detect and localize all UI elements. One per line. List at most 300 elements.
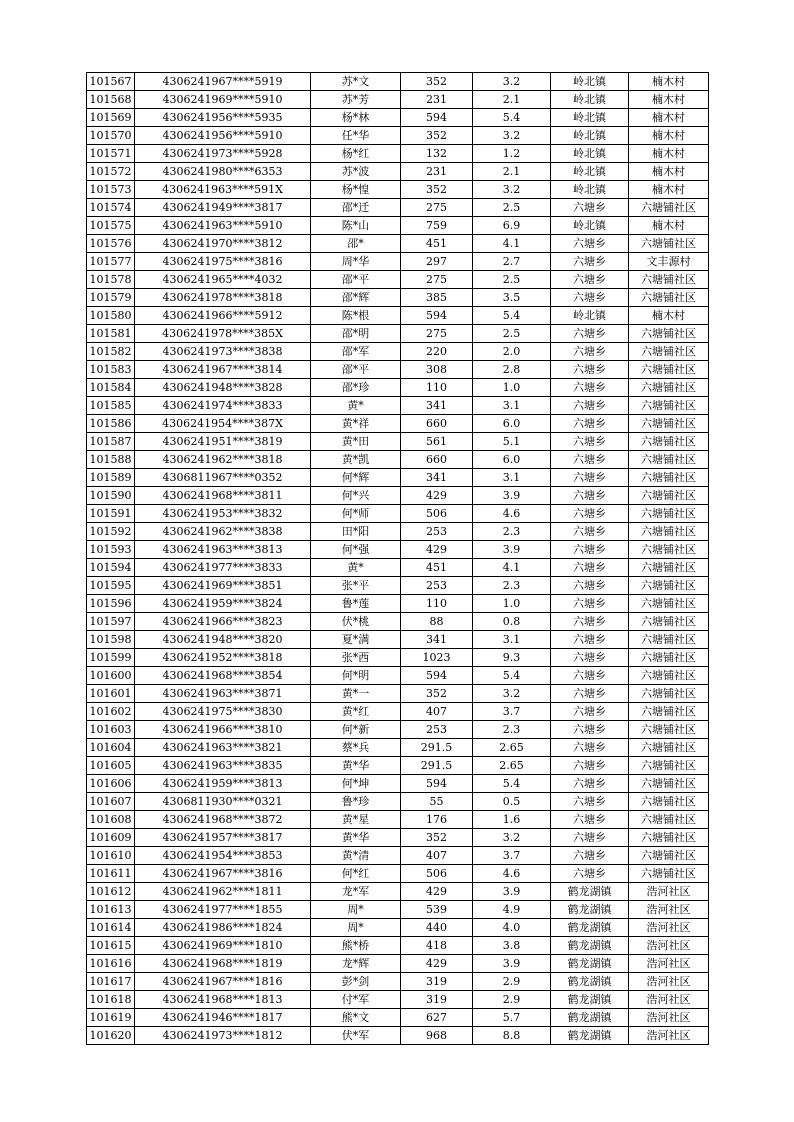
cell-serial: 101576 [87, 235, 135, 253]
cell-town: 六塘乡 [551, 577, 629, 595]
cell-rate: 0.8 [473, 613, 551, 631]
cell-town: 六塘乡 [551, 415, 629, 433]
cell-rate: 2.3 [473, 523, 551, 541]
table-row [87, 685, 709, 703]
cell-id-number: 4306241965****4032 [135, 271, 311, 289]
table-row [87, 271, 709, 289]
cell-village: 六塘铺社区 [629, 343, 709, 361]
cell-serial: 101606 [87, 775, 135, 793]
cell-serial: 101595 [87, 577, 135, 595]
table-row [87, 883, 709, 901]
cell-amount: 429 [401, 487, 473, 505]
cell-amount: 594 [401, 775, 473, 793]
cell-id-number: 4306241974****3833 [135, 397, 311, 415]
cell-serial: 101581 [87, 325, 135, 343]
cell-amount: 660 [401, 415, 473, 433]
table-row [87, 649, 709, 667]
cell-name: 黄*凯 [311, 451, 401, 469]
cell-village: 浩河社区 [629, 955, 709, 973]
cell-serial: 101592 [87, 523, 135, 541]
cell-id-number: 4306241966****5912 [135, 307, 311, 325]
cell-id-number: 4306241968****3872 [135, 811, 311, 829]
table-row [87, 253, 709, 271]
cell-village: 六塘铺社区 [629, 541, 709, 559]
cell-rate: 4.9 [473, 901, 551, 919]
cell-id-number: 4306241977****1855 [135, 901, 311, 919]
cell-serial: 101574 [87, 199, 135, 217]
cell-town: 六塘乡 [551, 829, 629, 847]
table-row [87, 307, 709, 325]
cell-id-number: 4306241968****3811 [135, 487, 311, 505]
cell-village: 楠木村 [629, 91, 709, 109]
cell-village: 六塘铺社区 [629, 271, 709, 289]
cell-serial: 101604 [87, 739, 135, 757]
cell-amount: 429 [401, 883, 473, 901]
cell-name: 鲁*珍 [311, 793, 401, 811]
cell-town: 岭北镇 [551, 307, 629, 325]
cell-village: 楠木村 [629, 73, 709, 91]
cell-name: 黄*田 [311, 433, 401, 451]
cell-name: 蔡*兵 [311, 739, 401, 757]
cell-amount: 132 [401, 145, 473, 163]
cell-town: 六塘乡 [551, 433, 629, 451]
table-row [87, 667, 709, 685]
cell-name: 邵*平 [311, 271, 401, 289]
cell-name: 付*军 [311, 991, 401, 1009]
cell-name: 何*明 [311, 667, 401, 685]
cell-serial: 101578 [87, 271, 135, 289]
cell-id-number: 4306241959****3813 [135, 775, 311, 793]
cell-village: 六塘铺社区 [629, 703, 709, 721]
table-row [87, 541, 709, 559]
cell-rate: 3.2 [473, 127, 551, 145]
cell-rate: 2.5 [473, 325, 551, 343]
cell-id-number: 4306241956****5910 [135, 127, 311, 145]
cell-id-number: 4306241975****3816 [135, 253, 311, 271]
cell-amount: 231 [401, 163, 473, 181]
table-row [87, 811, 709, 829]
cell-town: 六塘乡 [551, 505, 629, 523]
cell-serial: 101584 [87, 379, 135, 397]
cell-rate: 2.5 [473, 199, 551, 217]
cell-amount: 627 [401, 1009, 473, 1027]
table-row [87, 595, 709, 613]
table-row [87, 451, 709, 469]
cell-village: 浩河社区 [629, 937, 709, 955]
cell-amount: 341 [401, 631, 473, 649]
cell-amount: 451 [401, 235, 473, 253]
table-row [87, 919, 709, 937]
cell-id-number: 4306811967****0352 [135, 469, 311, 487]
cell-amount: 385 [401, 289, 473, 307]
cell-rate: 4.6 [473, 865, 551, 883]
cell-id-number: 4306241969****5910 [135, 91, 311, 109]
cell-village: 六塘铺社区 [629, 433, 709, 451]
cell-name: 伏*桃 [311, 613, 401, 631]
cell-serial: 101575 [87, 217, 135, 235]
table-row [87, 901, 709, 919]
cell-id-number: 4306241956****5935 [135, 109, 311, 127]
table-row [87, 163, 709, 181]
cell-name: 黄*华 [311, 829, 401, 847]
cell-serial: 101612 [87, 883, 135, 901]
cell-rate: 5.1 [473, 433, 551, 451]
table-row [87, 991, 709, 1009]
cell-rate: 3.2 [473, 829, 551, 847]
cell-serial: 101586 [87, 415, 135, 433]
cell-village: 浩河社区 [629, 973, 709, 991]
cell-serial: 101582 [87, 343, 135, 361]
cell-amount: 594 [401, 307, 473, 325]
cell-village: 浩河社区 [629, 919, 709, 937]
cell-amount: 275 [401, 325, 473, 343]
cell-village: 六塘铺社区 [629, 613, 709, 631]
cell-town: 岭北镇 [551, 181, 629, 199]
cell-town: 六塘乡 [551, 541, 629, 559]
cell-id-number: 4306241951****3819 [135, 433, 311, 451]
cell-town: 岭北镇 [551, 217, 629, 235]
cell-village: 六塘铺社区 [629, 451, 709, 469]
cell-rate: 8.8 [473, 1027, 551, 1045]
cell-serial: 101591 [87, 505, 135, 523]
cell-town: 鹤龙湖镇 [551, 991, 629, 1009]
cell-amount: 407 [401, 847, 473, 865]
cell-serial: 101620 [87, 1027, 135, 1045]
cell-village: 六塘铺社区 [629, 325, 709, 343]
cell-amount: 291.5 [401, 757, 473, 775]
cell-rate: 3.8 [473, 937, 551, 955]
cell-serial: 101613 [87, 901, 135, 919]
cell-amount: 352 [401, 685, 473, 703]
cell-amount: 968 [401, 1027, 473, 1045]
cell-town: 岭北镇 [551, 109, 629, 127]
cell-town: 六塘乡 [551, 271, 629, 289]
cell-id-number: 4306241969****3851 [135, 577, 311, 595]
cell-name: 黄* [311, 397, 401, 415]
cell-town: 六塘乡 [551, 703, 629, 721]
cell-name: 邵*军 [311, 343, 401, 361]
cell-id-number: 4306241962****1811 [135, 883, 311, 901]
cell-rate: 5.4 [473, 307, 551, 325]
cell-serial: 101603 [87, 721, 135, 739]
cell-serial: 101572 [87, 163, 135, 181]
cell-village: 六塘铺社区 [629, 235, 709, 253]
cell-village: 六塘铺社区 [629, 721, 709, 739]
cell-rate: 1.6 [473, 811, 551, 829]
cell-serial: 101607 [87, 793, 135, 811]
cell-serial: 101579 [87, 289, 135, 307]
cell-serial: 101568 [87, 91, 135, 109]
cell-name: 邵* [311, 235, 401, 253]
cell-rate: 3.9 [473, 487, 551, 505]
cell-rate: 2.0 [473, 343, 551, 361]
cell-name: 苏*芳 [311, 91, 401, 109]
cell-amount: 110 [401, 595, 473, 613]
cell-village: 浩河社区 [629, 883, 709, 901]
cell-name: 张*西 [311, 649, 401, 667]
table-row [87, 379, 709, 397]
table-row [87, 793, 709, 811]
cell-village: 楠木村 [629, 181, 709, 199]
cell-village: 文丰源村 [629, 253, 709, 271]
cell-town: 六塘乡 [551, 253, 629, 271]
cell-town: 六塘乡 [551, 757, 629, 775]
table-row [87, 325, 709, 343]
records-table-body [87, 73, 709, 1045]
cell-amount: 341 [401, 397, 473, 415]
cell-name: 龙*军 [311, 883, 401, 901]
table-row [87, 559, 709, 577]
table-row [87, 505, 709, 523]
cell-amount: 429 [401, 955, 473, 973]
cell-town: 六塘乡 [551, 847, 629, 865]
cell-village: 六塘铺社区 [629, 757, 709, 775]
cell-town: 鹤龙湖镇 [551, 973, 629, 991]
cell-name: 彭*剑 [311, 973, 401, 991]
cell-serial: 101601 [87, 685, 135, 703]
cell-id-number: 4306241959****3824 [135, 595, 311, 613]
cell-name: 何*新 [311, 721, 401, 739]
records-table [86, 72, 709, 1045]
cell-name: 周* [311, 901, 401, 919]
cell-town: 岭北镇 [551, 127, 629, 145]
cell-serial: 101587 [87, 433, 135, 451]
cell-serial: 101596 [87, 595, 135, 613]
cell-rate: 9.3 [473, 649, 551, 667]
cell-amount: 1023 [401, 649, 473, 667]
cell-town: 六塘乡 [551, 667, 629, 685]
cell-rate: 3.1 [473, 469, 551, 487]
cell-name: 邵*迁 [311, 199, 401, 217]
table-row [87, 739, 709, 757]
cell-serial: 101594 [87, 559, 135, 577]
cell-serial: 101614 [87, 919, 135, 937]
cell-village: 六塘铺社区 [629, 523, 709, 541]
cell-id-number: 4306241948****3820 [135, 631, 311, 649]
cell-name: 黄*祥 [311, 415, 401, 433]
cell-town: 岭北镇 [551, 145, 629, 163]
cell-amount: 275 [401, 271, 473, 289]
cell-serial: 101577 [87, 253, 135, 271]
cell-village: 楠木村 [629, 163, 709, 181]
cell-serial: 101588 [87, 451, 135, 469]
table-row [87, 343, 709, 361]
cell-name: 黄* [311, 559, 401, 577]
cell-id-number: 4306241952****3818 [135, 649, 311, 667]
cell-town: 鹤龙湖镇 [551, 955, 629, 973]
cell-id-number: 4306241946****1817 [135, 1009, 311, 1027]
cell-village: 六塘铺社区 [629, 559, 709, 577]
cell-town: 鹤龙湖镇 [551, 883, 629, 901]
table-row [87, 847, 709, 865]
cell-serial: 101573 [87, 181, 135, 199]
cell-amount: 418 [401, 937, 473, 955]
cell-id-number: 4306241963****3871 [135, 685, 311, 703]
cell-town: 六塘乡 [551, 523, 629, 541]
cell-amount: 451 [401, 559, 473, 577]
cell-town: 岭北镇 [551, 73, 629, 91]
table-row [87, 109, 709, 127]
cell-name: 苏*波 [311, 163, 401, 181]
cell-id-number: 4306241962****3838 [135, 523, 311, 541]
cell-village: 六塘铺社区 [629, 631, 709, 649]
cell-village: 六塘铺社区 [629, 361, 709, 379]
cell-name: 张*平 [311, 577, 401, 595]
cell-town: 六塘乡 [551, 649, 629, 667]
table-row [87, 469, 709, 487]
cell-serial: 101571 [87, 145, 135, 163]
cell-amount: 220 [401, 343, 473, 361]
cell-town: 六塘乡 [551, 793, 629, 811]
cell-town: 鹤龙湖镇 [551, 937, 629, 955]
cell-town: 鹤龙湖镇 [551, 1027, 629, 1045]
cell-serial: 101600 [87, 667, 135, 685]
cell-name: 黄*清 [311, 847, 401, 865]
cell-rate: 2.1 [473, 163, 551, 181]
cell-rate: 3.7 [473, 703, 551, 721]
cell-id-number: 4306241970****3812 [135, 235, 311, 253]
cell-serial: 101598 [87, 631, 135, 649]
cell-name: 熊*文 [311, 1009, 401, 1027]
cell-village: 六塘铺社区 [629, 685, 709, 703]
cell-amount: 297 [401, 253, 473, 271]
table-row [87, 217, 709, 235]
table-row [87, 523, 709, 541]
cell-name: 任*华 [311, 127, 401, 145]
table-row [87, 361, 709, 379]
cell-rate: 5.4 [473, 667, 551, 685]
cell-town: 六塘乡 [551, 325, 629, 343]
cell-rate: 2.3 [473, 577, 551, 595]
cell-village: 六塘铺社区 [629, 595, 709, 613]
cell-amount: 176 [401, 811, 473, 829]
cell-town: 六塘乡 [551, 397, 629, 415]
cell-id-number: 4306241954****387X [135, 415, 311, 433]
cell-amount: 352 [401, 829, 473, 847]
table-row [87, 973, 709, 991]
cell-name: 田*阳 [311, 523, 401, 541]
cell-name: 邵*明 [311, 325, 401, 343]
cell-amount: 319 [401, 973, 473, 991]
cell-id-number: 4306241967****3816 [135, 865, 311, 883]
cell-village: 六塘铺社区 [629, 793, 709, 811]
cell-village: 浩河社区 [629, 901, 709, 919]
cell-rate: 4.0 [473, 919, 551, 937]
cell-rate: 4.6 [473, 505, 551, 523]
cell-rate: 2.65 [473, 739, 551, 757]
cell-id-number: 4306241986****1824 [135, 919, 311, 937]
cell-id-number: 4306241967****1816 [135, 973, 311, 991]
cell-name: 鲁*莲 [311, 595, 401, 613]
cell-id-number: 4306241949****3817 [135, 199, 311, 217]
cell-id-number: 4306241948****3828 [135, 379, 311, 397]
cell-village: 六塘铺社区 [629, 469, 709, 487]
cell-town: 六塘乡 [551, 199, 629, 217]
cell-name: 陈*根 [311, 307, 401, 325]
cell-id-number: 4306241963****591X [135, 181, 311, 199]
cell-rate: 3.2 [473, 73, 551, 91]
table-row [87, 289, 709, 307]
cell-id-number: 4306241968****1819 [135, 955, 311, 973]
cell-serial: 101569 [87, 109, 135, 127]
cell-town: 六塘乡 [551, 811, 629, 829]
table-row [87, 1009, 709, 1027]
cell-amount: 352 [401, 127, 473, 145]
cell-village: 六塘铺社区 [629, 649, 709, 667]
cell-rate: 3.2 [473, 181, 551, 199]
cell-town: 六塘乡 [551, 451, 629, 469]
cell-town: 六塘乡 [551, 631, 629, 649]
cell-id-number: 4306241973****5928 [135, 145, 311, 163]
cell-amount: 253 [401, 523, 473, 541]
cell-town: 六塘乡 [551, 721, 629, 739]
cell-id-number: 4306241975****3830 [135, 703, 311, 721]
cell-amount: 253 [401, 721, 473, 739]
cell-serial: 101602 [87, 703, 135, 721]
cell-town: 岭北镇 [551, 91, 629, 109]
cell-amount: 55 [401, 793, 473, 811]
cell-id-number: 4306241968****3854 [135, 667, 311, 685]
cell-amount: 231 [401, 91, 473, 109]
cell-name: 黄*华 [311, 757, 401, 775]
cell-id-number: 4306241968****1813 [135, 991, 311, 1009]
cell-town: 六塘乡 [551, 685, 629, 703]
cell-amount: 759 [401, 217, 473, 235]
cell-amount: 341 [401, 469, 473, 487]
cell-rate: 1.0 [473, 379, 551, 397]
cell-amount: 539 [401, 901, 473, 919]
table-row [87, 1027, 709, 1045]
cell-village: 楠木村 [629, 127, 709, 145]
cell-village: 六塘铺社区 [629, 811, 709, 829]
cell-town: 六塘乡 [551, 361, 629, 379]
cell-name: 夏*满 [311, 631, 401, 649]
cell-village: 六塘铺社区 [629, 487, 709, 505]
cell-rate: 2.9 [473, 991, 551, 1009]
cell-village: 六塘铺社区 [629, 775, 709, 793]
cell-id-number: 4306241963****3821 [135, 739, 311, 757]
table-row [87, 613, 709, 631]
cell-id-number: 4306241973****3838 [135, 343, 311, 361]
cell-serial: 101611 [87, 865, 135, 883]
cell-town: 六塘乡 [551, 559, 629, 577]
cell-amount: 253 [401, 577, 473, 595]
cell-name: 何*辉 [311, 469, 401, 487]
cell-id-number: 4306241962****3818 [135, 451, 311, 469]
cell-village: 六塘铺社区 [629, 847, 709, 865]
cell-amount: 561 [401, 433, 473, 451]
cell-name: 杨*林 [311, 109, 401, 127]
cell-name: 何*师 [311, 505, 401, 523]
table-row [87, 73, 709, 91]
cell-name: 何*红 [311, 865, 401, 883]
cell-amount: 506 [401, 865, 473, 883]
cell-rate: 4.1 [473, 559, 551, 577]
cell-rate: 0.5 [473, 793, 551, 811]
cell-village: 六塘铺社区 [629, 289, 709, 307]
cell-rate: 5.7 [473, 1009, 551, 1027]
table-row [87, 433, 709, 451]
cell-rate: 2.65 [473, 757, 551, 775]
table-row [87, 487, 709, 505]
cell-id-number: 4306241967****3814 [135, 361, 311, 379]
cell-serial: 101617 [87, 973, 135, 991]
cell-village: 六塘铺社区 [629, 379, 709, 397]
cell-amount: 352 [401, 181, 473, 199]
cell-serial: 101615 [87, 937, 135, 955]
cell-village: 六塘铺社区 [629, 505, 709, 523]
cell-serial: 101608 [87, 811, 135, 829]
